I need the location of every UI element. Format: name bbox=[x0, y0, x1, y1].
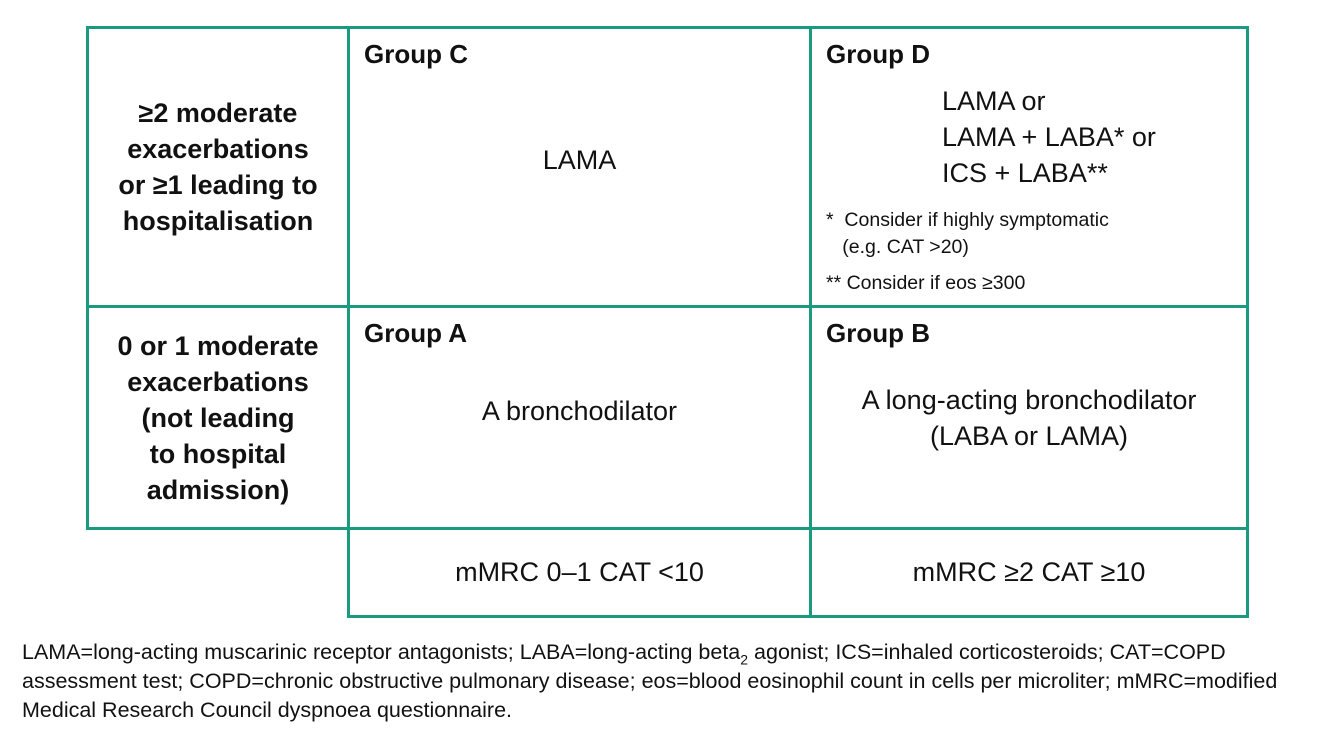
abbreviations-footnote bbox=[22, 638, 1322, 725]
group-d-note-1: * Consider if highly symptomatic bbox=[826, 209, 1109, 231]
row-label-high-exacerbations: ≥2 moderate exacerbations or ≥1 leading to hospitalisation bbox=[118, 98, 318, 236]
group-c-cell bbox=[350, 29, 809, 305]
group-b-cell bbox=[812, 308, 1246, 527]
group-c-body: LAMA bbox=[542, 145, 617, 175]
group-d-note-2: (e.g. CAT >20) bbox=[826, 236, 969, 258]
footnote-text-part2: agonist; ICS=inhaled corticosteroids; CAT=COPD assessment test; COPD=chronic obstructive pulmonary disease; eos=blood eosinophil count in cells per microliter; mMRC=modified Medical Research Council dyspnoea questionnaire. bbox=[22, 640, 1278, 722]
group-d-body: LAMA or LAMA + LABA* or ICS + LABA** bbox=[942, 86, 1156, 188]
border-right bbox=[1246, 26, 1249, 618]
group-d-cell bbox=[812, 29, 1246, 305]
footnote-subscript: 2 bbox=[740, 651, 749, 668]
row-label-low-exacerbations: 0 or 1 moderate exacerbations (not leading to hospital admission) bbox=[117, 330, 319, 505]
group-b-body: A long-acting bronchodilator (LABA or LAMA) bbox=[861, 385, 1197, 451]
footnote-text-part1: LAMA=long-acting muscarinic receptor antagonists; LABA=long-acting beta bbox=[22, 640, 741, 664]
column-label-high-symptoms: mMRC ≥2 CAT ≥10 bbox=[912, 557, 1146, 587]
group-b-title: Group B bbox=[826, 318, 930, 348]
group-a-title: Group A bbox=[364, 318, 468, 348]
group-a-cell bbox=[350, 308, 809, 527]
group-d-note-3: ** Consider if eos ≥300 bbox=[826, 272, 1026, 294]
border-bottom bbox=[347, 615, 1249, 618]
group-a-body: A bronchodilator bbox=[481, 396, 678, 426]
group-d-title: Group D bbox=[826, 39, 930, 69]
column-label-low-symptoms: mMRC 0–1 CAT <10 bbox=[455, 557, 704, 587]
group-c-title: Group C bbox=[364, 39, 468, 69]
